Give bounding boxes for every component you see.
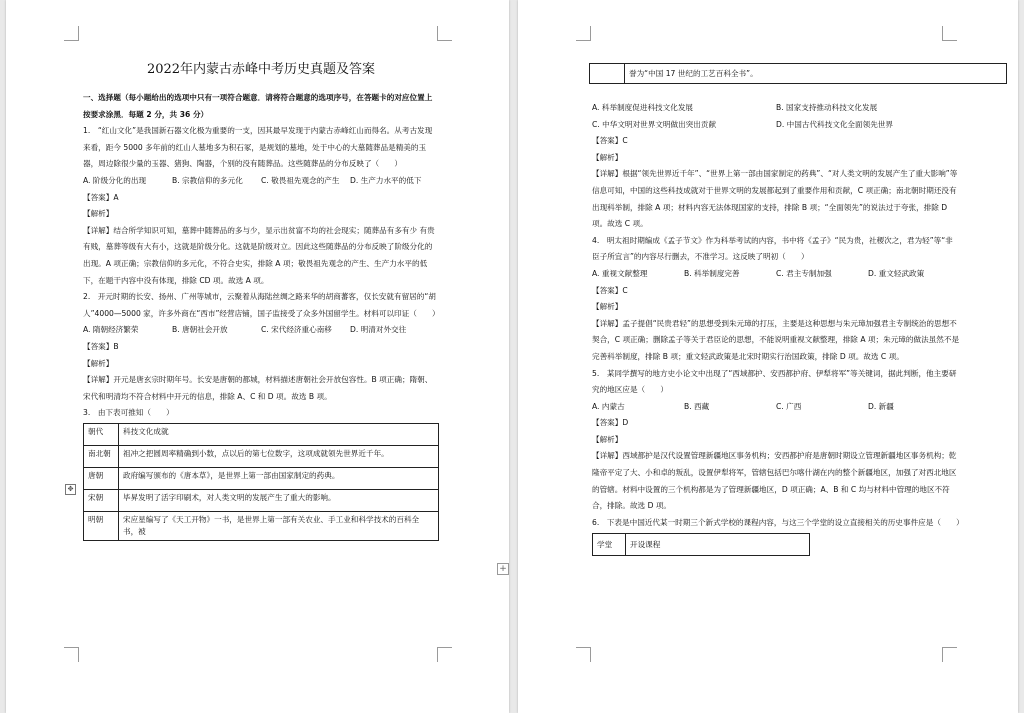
option-d: D. 明清对外交往 bbox=[350, 325, 407, 335]
detail-explanation: 【详解】根据“领先世界近千年”、“世界上第一部由国家制定的药典”、“对人类文明的发展产生了重大影响”等信息可知，中国的这些科技成就对于世界文明的发展都起到了重要作用和贡献，C 项正确；南北朝时期还没有出现科举制，排除 A 项；材料内容无法体现国家的支持，排除 B 项；“全面领先”的说法过于夸张，排除 D 项。故选 C 项。 bbox=[592, 169, 958, 229]
option-c: C. 宋代经济重心南移 bbox=[261, 325, 332, 335]
detail-explanation: 【详解】孟子提倡“民贵君轻”的思想受到朱元璋的打压，主要是这种思想与朱元璋加强君主专制统治的思想不契合，C 项正确；删除孟子等关于君臣论的思想，不能说明重视文献整理，排除 A 项；朱元璋的做法虽然不是完善科举制度，排除 B 项；重文轻武政策是北宋时期实行治国政策，排除 D 项。故选 C 项。 bbox=[592, 318, 960, 361]
option-b: B. 宗教信仰的多元化 bbox=[172, 175, 243, 185]
question-2-options bbox=[83, 322, 439, 339]
question-4-options bbox=[592, 266, 960, 283]
option-c: C. 广西 bbox=[776, 401, 802, 411]
analysis-label: 【解析】 bbox=[83, 358, 114, 368]
achievements-table[interactable] bbox=[83, 423, 439, 541]
analysis-label: 【解析】 bbox=[592, 152, 623, 162]
table-cell[interactable]: 毕昇发明了活字印刷术，对人类文明的发展产生了重大的影响。 bbox=[119, 489, 439, 511]
section-heading: 一、选择题（每小题给出的选项中只有一项符合题意．请将符合题意的选项序号，在答题卡的对应位置上按要求涂黑．每题 2 分，共 36 分） bbox=[83, 93, 433, 119]
option-a: A. 隋朝经济繁荣 bbox=[83, 325, 139, 335]
table-row bbox=[84, 467, 439, 489]
document-page-right bbox=[518, 0, 1018, 713]
table-cell[interactable] bbox=[590, 64, 625, 84]
answer-label: 【答案】D bbox=[592, 418, 629, 428]
page-corner-mark bbox=[942, 647, 957, 662]
table-cell[interactable]: 宋应星编写了《天工开物》一书，是世界上第一部有关农业、手工业和科学技术的百科全书，被 bbox=[119, 511, 439, 540]
option-d: D. 新疆 bbox=[868, 401, 894, 411]
question-3-text: 3. 由下表可推知（ ） bbox=[83, 408, 174, 418]
move-anchor-icon[interactable]: ✥ bbox=[65, 484, 76, 495]
document-title: 2022年内蒙古赤峰中考历史真题及答案 bbox=[146, 62, 376, 77]
page-corner-mark bbox=[437, 647, 452, 662]
option-a: A. 内蒙古 bbox=[592, 401, 625, 411]
option-d: D. 重文轻武政策 bbox=[868, 268, 925, 278]
page-corner-mark bbox=[64, 647, 79, 662]
table-cell[interactable]: 朝代 bbox=[84, 423, 119, 445]
page-body[interactable] bbox=[592, 100, 964, 556]
table-row bbox=[84, 511, 439, 540]
table-row bbox=[84, 445, 439, 467]
option-a: A. 重视文献整理 bbox=[592, 268, 648, 278]
answer-label: 【答案】A bbox=[83, 192, 119, 202]
table-cell[interactable]: 学堂 bbox=[593, 534, 626, 556]
analysis-label: 【解析】 bbox=[83, 209, 114, 219]
table-row bbox=[84, 489, 439, 511]
table-cell[interactable]: 开设课程 bbox=[626, 534, 810, 556]
question-4-text: 4. 明太祖时期编成《孟子节文》作为科举考试的内容，书中将《孟子》“民为贵，社稷次之，君为轻”等“非臣子所宜言”的内容尽行删去，不准学习。这反映了明初（ ） bbox=[592, 235, 953, 262]
option-b: B. 国家支持推动科技文化发展 bbox=[776, 103, 878, 112]
continued-table[interactable] bbox=[589, 63, 1007, 84]
analysis-label: 【解析】 bbox=[592, 302, 623, 312]
table-header-row bbox=[84, 423, 439, 445]
page-corner-mark bbox=[942, 26, 957, 41]
page-corner-mark bbox=[437, 26, 452, 41]
table-cell[interactable]: 明朝 bbox=[84, 511, 119, 540]
analysis-label: 【解析】 bbox=[592, 434, 623, 444]
table-row bbox=[590, 64, 1007, 84]
page-corner-mark bbox=[64, 26, 79, 41]
question-6-text: 6. 下表是中国近代某一时期三个新式学校的课程内容，与这三个学堂的设立直接相关的历史事件应是（ ） bbox=[592, 517, 964, 527]
option-b: B. 唐朝社会开放 bbox=[172, 325, 228, 335]
option-d: D. 生产力水平的低下 bbox=[350, 175, 422, 185]
table-cell[interactable]: 宋朝 bbox=[84, 489, 119, 511]
option-c: C. 敬畏祖先观念的产生 bbox=[261, 175, 340, 185]
table-cell[interactable]: 誉为“中国 17 世纪的工艺百科全书”。 bbox=[625, 64, 1007, 84]
option-d: D. 中国古代科技文化全面领先世界 bbox=[776, 119, 893, 129]
detail-explanation: 【详解】西域都护是汉代设置管理新疆地区事务机构；安西都护府是唐朝时期设立管理新疆地区事务机构；乾隆帝平定了大、小和卓的叛乱，设置伊犁将军，管辖包括巴尔喀什湖在内的整个新疆地区，加强了对西北地区的管辖。材料中设置的三个机构都是为了管理新疆地区，D 项正确；A、B 和 C 均与材料中管理的地区不符合，排除。故选 D 项。 bbox=[592, 451, 957, 511]
schools-table[interactable] bbox=[592, 533, 810, 556]
answer-label: 【答案】C bbox=[592, 285, 628, 295]
table-cell[interactable]: 科技文化成就 bbox=[119, 423, 439, 445]
option-a: A. 阶级分化的出现 bbox=[83, 175, 147, 185]
detail-explanation: 【详解】结合所学知识可知，墓葬中随葬品的多与少，显示出贫富不均的社会现实；随葬品有多有少 有贵有贱，墓葬等级有大有小，这就是阶级分化。这就是阶级对立。因此这些随葬品的分布反映了阶级分化的出现。A 项正确；宗教信仰的多元化，不符合史实，排除 A 项；敬畏祖先观念的产生、生产力水平的低下，在题干内容中没有体现，排除 CD 项。故选 A 项。 bbox=[83, 225, 435, 285]
option-b: B. 西藏 bbox=[684, 401, 710, 411]
option-c: C. 中华文明对世界文明做出突出贡献 bbox=[592, 119, 717, 129]
table-header-row bbox=[593, 534, 810, 556]
question-1-options bbox=[83, 173, 439, 190]
table-cell[interactable]: 政府编写颁布的《唐本草》，是世界上第一部由国家制定的药典。 bbox=[119, 467, 439, 489]
question-5-text: 5. 某同学撰写的地方史小论文中出现了“西域都护、安西都护府、伊犁将军”等关键词，据此判断，他主要研究的地区应是（ ） bbox=[592, 368, 957, 395]
question-5-options bbox=[592, 399, 960, 416]
page-body[interactable] bbox=[83, 62, 439, 541]
page-corner-mark bbox=[576, 647, 591, 662]
question-3-options bbox=[592, 100, 960, 133]
option-a: A. 科举制度促进科技文化发展 bbox=[592, 103, 694, 112]
table-cell[interactable]: 南北朝 bbox=[84, 445, 119, 467]
option-c: C. 君主专制加强 bbox=[776, 268, 832, 278]
page-corner-mark bbox=[576, 26, 591, 41]
table-cell[interactable]: 祖冲之把圆周率精确到小数，点以后的第七位数字，这项成就领先世界近千年。 bbox=[119, 445, 439, 467]
table-cell[interactable]: 唐朝 bbox=[84, 467, 119, 489]
answer-label: 【答案】C bbox=[592, 136, 628, 146]
plus-icon[interactable]: + bbox=[497, 563, 509, 575]
document-page-left bbox=[6, 0, 509, 713]
question-1-text: 1. “红山文化”是我国新石器文化极为重要的一支，因其最早发现于内蒙古赤峰红山而得名。从考古发现来看，距今 5000 多年前的红山人墓地多为积石冢，是规划的墓地，处于中心的大墓随葬品是精美的玉器，周边除很少量的玉器、猪狗、陶器，个别的没有随葬品。这些随葬品的分布反映了（ ） bbox=[83, 126, 433, 169]
detail-explanation: 【详解】开元是唐玄宗时期年号。长安是唐朝的都城，材料描述唐朝社会开放包容性。B 项正确；隋朝、宋代和明清均不符合材料中开元的信息，排除 A、C 和 D 项。故选 B 项。 bbox=[83, 375, 433, 401]
answer-label: 【答案】B bbox=[83, 341, 119, 351]
option-b: B. 科举制度完善 bbox=[684, 268, 740, 278]
question-2-text: 2. 开元时期的长安、扬州、广州等城市，云聚着从海陆丝绸之路来华的胡商蕃客，仅长安就有留居的“胡人”4000—5000 家，许多外商在“西市”经营店铺，国子监接受了众多外国留学生。材料可以印证（ ） bbox=[83, 292, 440, 318]
